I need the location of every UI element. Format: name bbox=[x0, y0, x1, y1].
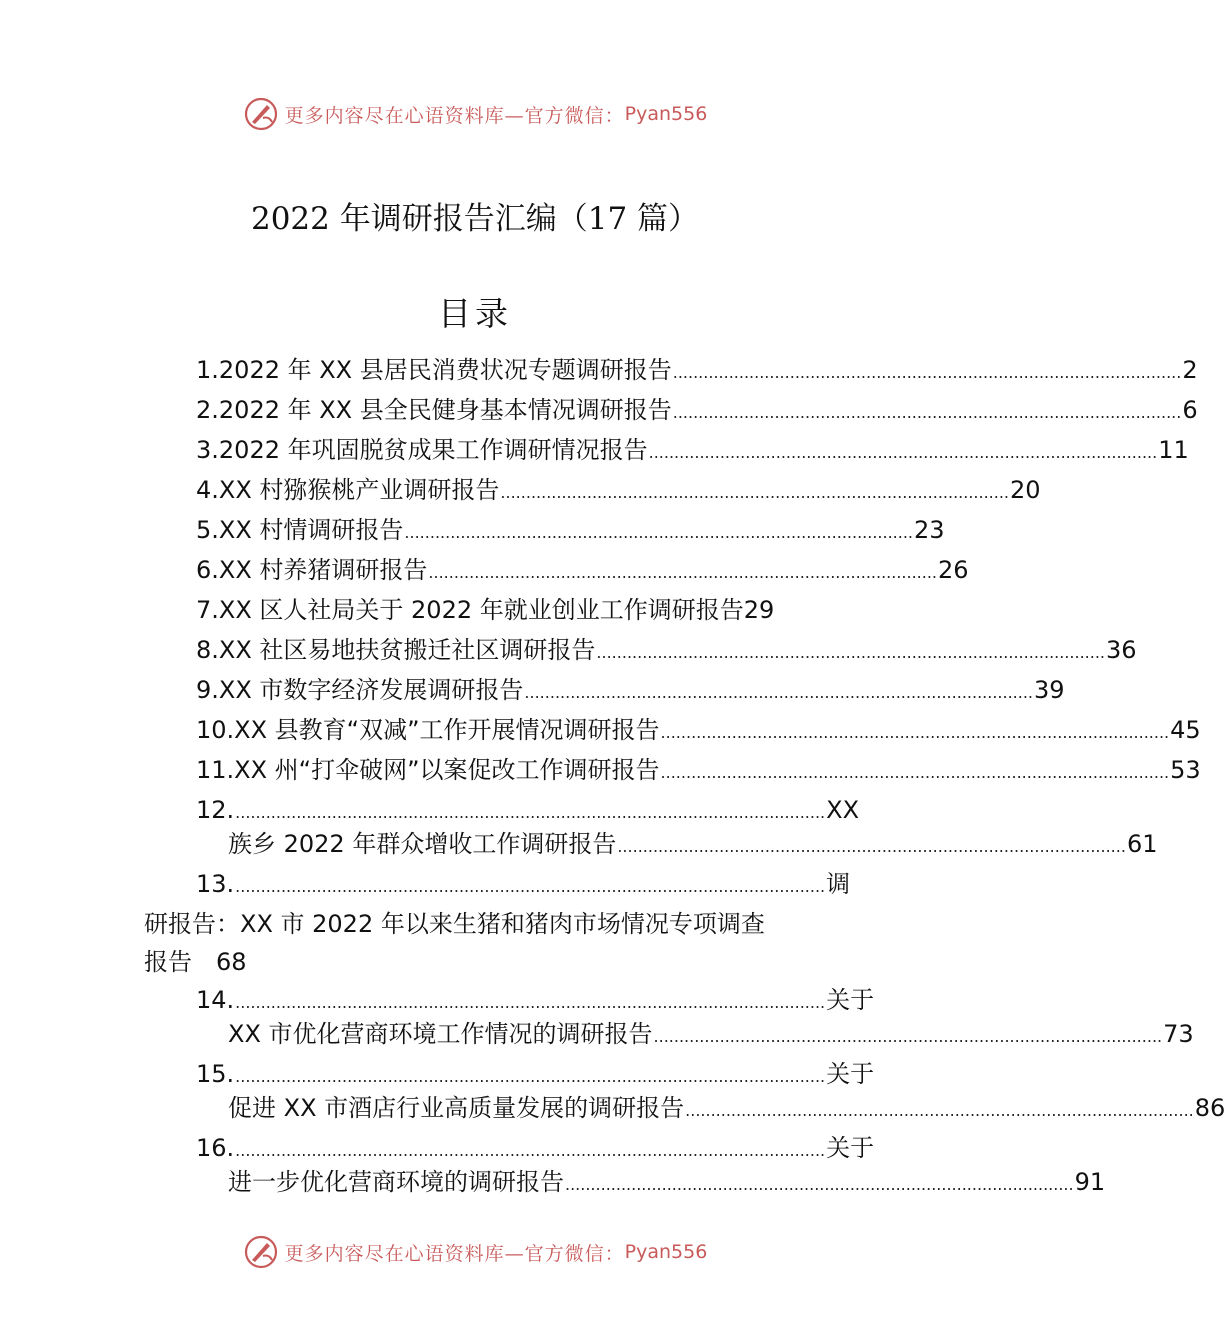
header-banner bbox=[0, 94, 950, 134]
banner-wechat-id: Pyan556 bbox=[624, 103, 708, 125]
toc-entry-continuation[interactable]: 进一步优化营商环境的调研报告 .................................................................................................... 91 bbox=[228, 1168, 1106, 1196]
toc-entry-continuation[interactable]: XX 市优化营商环境工作情况的调研报告 .................................................................................................... 73 bbox=[228, 1020, 1194, 1048]
toc-entry[interactable]: 14. .................................................................................................................... 关于 bbox=[196, 986, 875, 1014]
toc-entry-continuation[interactable]: 促进 XX 市酒店行业高质量发展的调研报告 .................................................................................................... 86 bbox=[228, 1094, 1225, 1122]
toc-entry[interactable]: 16. .................................................................................................................... 关于 bbox=[196, 1134, 875, 1162]
pen-circle-logo bbox=[243, 96, 279, 132]
footer-banner bbox=[0, 1232, 950, 1272]
toc-entry[interactable]: 8.XX 社区易地扶贫搬迁社区调研报告 .................................................................................................... 36 bbox=[196, 636, 1137, 664]
toc-entry[interactable]: 3.2022 年巩固脱贫成果工作调研情况报告 .................................................................................................... 11 bbox=[196, 436, 1189, 464]
toc-entry[interactable]: 13. .................................................................................................................... 调 bbox=[196, 870, 851, 898]
document-title: 2022 年调研报告汇编（17 篇） bbox=[250, 201, 700, 237]
toc-entry[interactable]: 5.XX 村情调研报告 .................................................................................................... 23 bbox=[196, 516, 945, 544]
toc-entry[interactable]: 9.XX 市数字经济发展调研报告 .................................................................................................... 39 bbox=[196, 676, 1065, 704]
toc-entry[interactable]: 6.XX 村养猪调研报告 .................................................................................................... 26 bbox=[196, 556, 969, 584]
toc-entry[interactable]: 10.XX 县教育“双减”工作开展情况调研报告 .................................................................................................... 45 bbox=[196, 716, 1201, 744]
pen-circle-logo bbox=[243, 1234, 279, 1270]
toc-entry[interactable]: 2.2022 年 XX 县全民健身基本情况调研报告 .................................................................................................... 6 bbox=[196, 396, 1198, 424]
toc-entry[interactable]: 11.XX 州“打伞破网”以案促改工作调研报告 .................................................................................................... 53 bbox=[196, 756, 1201, 784]
toc-entry[interactable]: 7.XX 区人社局关于 2022 年就业创业工作调研报告 29 bbox=[196, 596, 775, 624]
banner-text: 更多内容尽在心语资料库—官方微信： bbox=[284, 104, 625, 127]
banner-text: 更多内容尽在心语资料库—官方微信： bbox=[284, 1242, 625, 1265]
banner-wechat-id: Pyan556 bbox=[624, 1241, 708, 1263]
toc-entry-continuation[interactable]: 研报告：XX 市 2022 年以来生猪和猪肉市场情况专项调查 bbox=[144, 910, 765, 938]
toc-entry[interactable]: 15. .................................................................................................................... 关于 bbox=[196, 1060, 875, 1088]
toc-entry-continuation[interactable]: 报告 68 bbox=[144, 948, 247, 976]
toc-entry[interactable]: 4.XX 村猕猴桃产业调研报告 .................................................................................................... 20 bbox=[196, 476, 1041, 504]
toc-entry[interactable]: 12. .................................................................................................................... XX bbox=[196, 796, 860, 824]
toc-heading: 目录 bbox=[438, 294, 512, 333]
toc-entry[interactable]: 1.2022 年 XX 县居民消费状况专题调研报告 .................................................................................................... 2 bbox=[196, 356, 1198, 384]
toc-entry-continuation[interactable]: 族乡 2022 年群众增收工作调研报告 .................................................................................................... 61 bbox=[228, 830, 1158, 858]
